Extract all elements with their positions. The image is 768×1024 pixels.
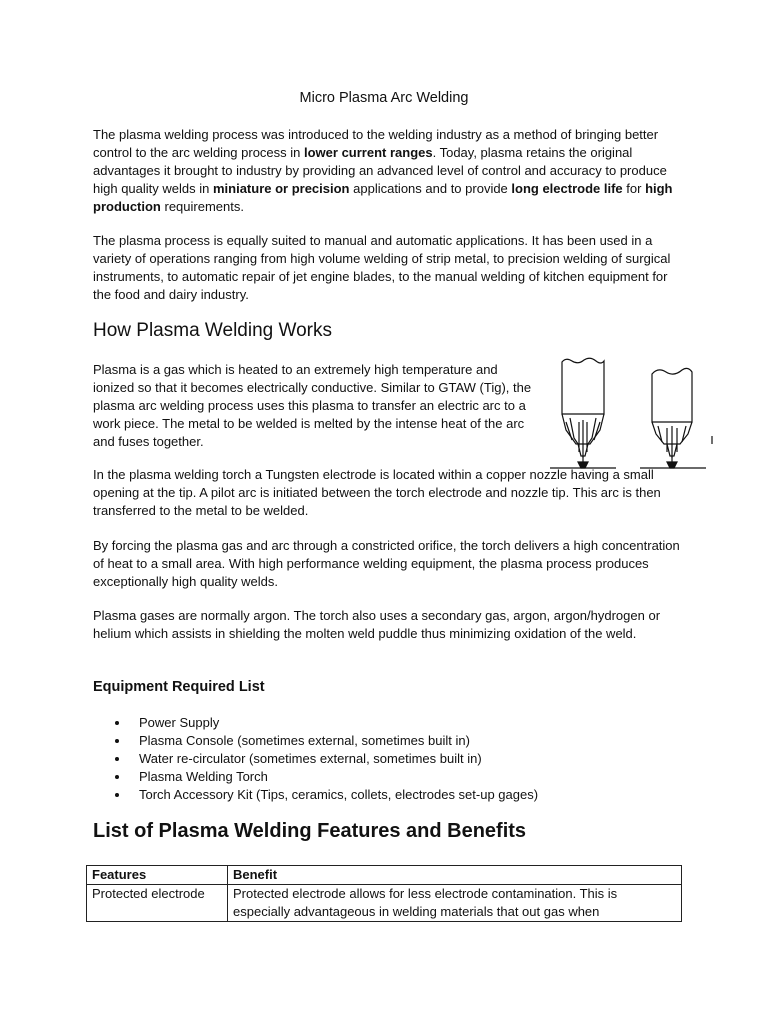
intro-paragraph-2: The plasma process is equally suited to manual and automatic applications. It has been used in a variety of operations ranging from high volume welding of strip metal, to precision welding of surgical instruments, to automatic repair of jet engine blades, to the manual welding of kitchen equipment for the food and dairy industry.	[93, 233, 671, 302]
text-run: for	[622, 181, 646, 196]
table-header-row	[87, 866, 682, 885]
list-item: Torch Accessory Kit (Tips, ceramics, collets, electrodes set-up gages)	[93, 786, 538, 804]
list-item: Power Supply	[93, 714, 538, 732]
how-paragraph-3: By forcing the plasma gas and arc through a constricted orifice, the torch delivers a high concentration of heat to a small area. With high performance welding equipment, the plasma process produces exceptionally high quality welds.	[93, 538, 680, 589]
how-paragraph-1: Plasma is a gas which is heated to an extremely high temperature and ionized so that it becomes electrically conductive. Similar to GTAW (Tig), the plasma arc welding process uses this plasma to transfer an electric arc to a work piece. The metal to be welded is melted by the intense heat of the arc and fuses together.	[93, 362, 532, 449]
table-cell-benefit: Protected electrode allows for less electrode contamination. This is especially advantageous in welding materials that out gas when	[228, 885, 682, 922]
bold-phrase: miniature or precision	[212, 181, 350, 196]
bold-phrase: lower current ranges	[304, 145, 433, 160]
section-heading-how-it-works: How Plasma Welding Works	[93, 320, 332, 341]
bold-phrase: long electrode life	[511, 181, 623, 196]
features-table	[86, 865, 682, 922]
list-item: Water re-circulator (sometimes external, sometimes built in)	[93, 750, 538, 768]
text-run: requirements.	[160, 199, 244, 214]
table-header-benefit: Benefit	[228, 866, 682, 885]
bold-phrase: high production	[93, 181, 673, 214]
document-title: Micro Plasma Arc Welding	[299, 90, 469, 106]
table-cell-feature: Protected electrode	[87, 885, 228, 922]
table-header-features: Features	[87, 866, 228, 885]
table-row	[87, 885, 682, 922]
how-paragraph-2: In the plasma welding torch a Tungsten electrode is located within a copper nozzle having a small opening at the tip. A pilot arc is initiated between the torch electrode and nozzle tip. This arc is then transferred to the metal to be welded.	[93, 467, 661, 518]
list-item: Plasma Welding Torch	[93, 768, 538, 786]
section-heading-equipment: Equipment Required List	[93, 679, 265, 695]
text-run: . Today, plasma retains the original advantages it brought to industry by providing an advanced level of control and accuracy to produce high quality welds in	[93, 145, 667, 196]
text-run: applications and to provide	[349, 181, 512, 196]
list-item: Plasma Console (sometimes external, sometimes built in)	[93, 732, 538, 750]
how-paragraph-4: Plasma gases are normally argon. The torch also uses a secondary gas, argon, argon/hydrogen or helium which assists in shielding the molten weld puddle thus minimizing oxidation of the weld.	[93, 608, 661, 641]
plasma-torch-diagram-icon	[548, 352, 714, 474]
intro-paragraph-1	[93, 126, 683, 216]
text-run: The plasma welding process was introduced to the welding industry as a method of bringing better control to the arc welding process in	[93, 127, 659, 160]
section-heading-features: List of Plasma Welding Features and Benefits	[93, 820, 527, 842]
equipment-list	[93, 714, 538, 804]
